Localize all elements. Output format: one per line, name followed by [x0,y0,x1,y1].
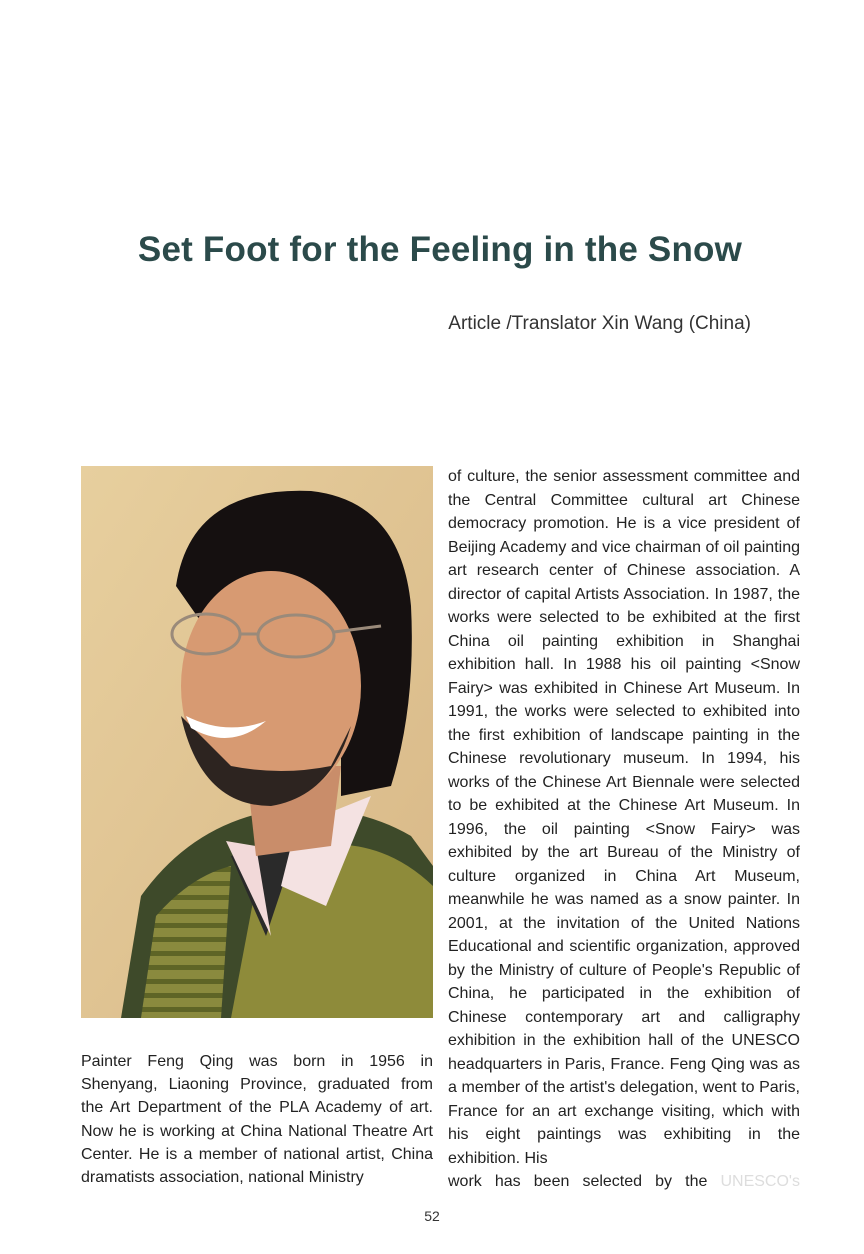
article-body-right-tail-end: UNESCO's [720,1173,800,1190]
article-body-right-tail: work has been selected by the [448,1173,708,1190]
article-body-right [448,465,800,1194]
portrait-photo [81,466,433,1018]
portrait-illustration [81,466,433,1018]
article-body-right-last-line [448,1170,800,1194]
page-number: 52 [424,1208,440,1224]
article-body-left: Painter Feng Qing was born in 1956 in Shenyang, Liaoning Province, graduated from the Art Department of the PLA Academy of art. Now he is working at China National Theatre Art Center. He is a member of national artist, China dramatists association, national Ministry [81,1053,433,1187]
article-byline: Article /Translator Xin Wang (China) [448,313,751,334]
article-body-right-text: of culture, the senior assessment committee and the Central Committee cultural art Chinese democracy promotion. He is a vice president of Beijing Academy and vice chairman of oil painting art research center of Chinese association. A director of capital Artists Association. In 1987, the works were selected to be exhibited at the first China oil painting exhibition in Shanghai exhibition hall. In 1988 his oil painting <Snow Fairy> was exhibited in Chinese Art Museum. In 1991, the works were selected to exhibited into the first exhibition of landscape painting in the Chinese revolutionary museum. In 1994, his works of the Chinese Art Biennale were selected to be exhibited at the Chinese Art Museum. In 1996, the oil painting <Snow Fairy> was exhibited by the art Bureau of the Ministry of culture organized in China Art Museum, meanwhile he was named as a snow painter. In 2001, at the invitation of the United Nations Educational and scientific organization, approved by the Ministry of culture of People's Republic of China, he participated in the exhibition of Chinese contemporary art and calligraphy exhibition in the exhibition hall of the UNESCO headquarters in Paris, France. Feng Qing was as a member of the artist's delegation, went to Paris, France for an art exchange visiting, which with his eight paintings was exhibiting in the exhibition. His [448,468,800,1167]
article-title: Set Foot for the Feeling in the Snow [137,230,743,269]
